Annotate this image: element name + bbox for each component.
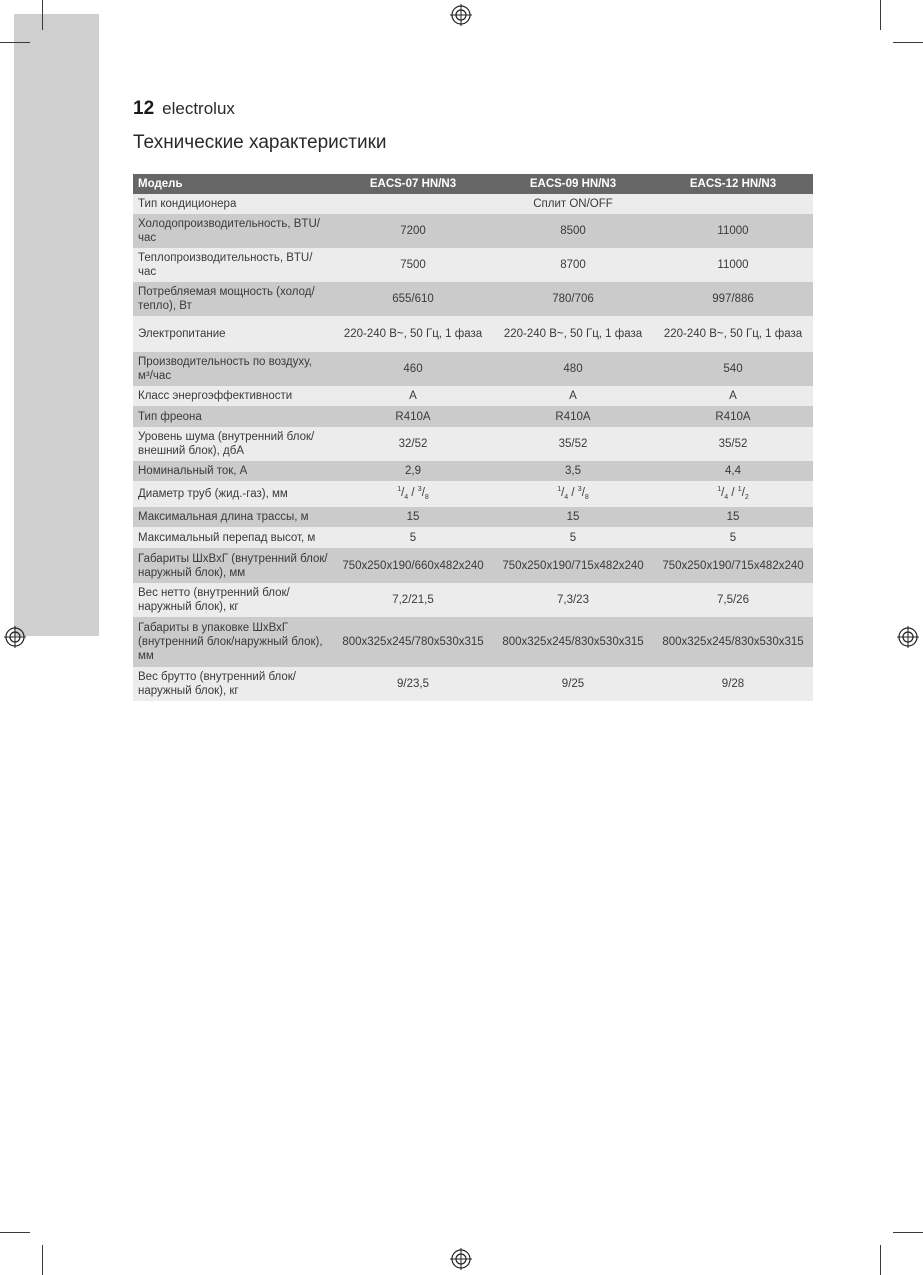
cell-value: 15 bbox=[333, 507, 493, 527]
cell-value: 5 bbox=[653, 527, 813, 548]
header-eacs-07: EACS-07 HN/N3 bbox=[333, 174, 493, 194]
cell-value: 750x250x190/715x482x240 bbox=[653, 548, 813, 583]
cell-value: 220-240 В~, 50 Гц, 1 фаза bbox=[493, 316, 653, 352]
row-label: Вес нетто (внутренний блок/наружный блок), кг bbox=[133, 583, 333, 617]
cell-value: 9/23,5 bbox=[333, 667, 493, 701]
cell-value: R410A bbox=[653, 406, 813, 427]
table-row bbox=[133, 583, 813, 617]
row-label: Потребляемая мощность (холод/тепло), Вт bbox=[133, 282, 333, 316]
cell-value: 997/886 bbox=[653, 282, 813, 316]
table-row bbox=[133, 527, 813, 548]
page-title: Технические характеристики bbox=[133, 132, 387, 153]
header-eacs-12: EACS-12 HN/N3 bbox=[653, 174, 813, 194]
row-label: Максимальный перепад высот, м bbox=[133, 527, 333, 548]
table-row bbox=[133, 352, 813, 386]
crop-mark bbox=[42, 0, 43, 30]
table-row bbox=[133, 282, 813, 316]
cell-value: 220-240 В~, 50 Гц, 1 фаза bbox=[653, 316, 813, 352]
cell-value: 750x250x190/715x482x240 bbox=[493, 548, 653, 583]
row-label: Диаметр труб (жид.-газ), мм bbox=[133, 481, 333, 507]
cell-value: 35/52 bbox=[653, 427, 813, 461]
page-number: 12 bbox=[133, 98, 155, 119]
registration-mark-icon bbox=[450, 1248, 472, 1270]
cell-value: 8500 bbox=[493, 214, 653, 248]
crop-mark bbox=[893, 1232, 923, 1233]
cell-value: 800x325x245/830x530x315 bbox=[493, 617, 653, 667]
page-header bbox=[133, 98, 235, 120]
side-strip bbox=[14, 14, 99, 636]
cell-value: 7,2/21,5 bbox=[333, 583, 493, 617]
row-label: Вес брутто (внутренний блок/наружный блок), кг bbox=[133, 667, 333, 701]
cell-value: 540 bbox=[653, 352, 813, 386]
cell-value: 5 bbox=[333, 527, 493, 548]
registration-mark-icon bbox=[897, 626, 919, 648]
cell-value: 780/706 bbox=[493, 282, 653, 316]
table-row bbox=[133, 481, 813, 507]
table-row bbox=[133, 248, 813, 282]
table-row bbox=[133, 214, 813, 248]
row-label: Холодопроизводительность, BTU/час bbox=[133, 214, 333, 248]
cell-value: 800x325x245/780x530x315 bbox=[333, 617, 493, 667]
cell-value: 35/52 bbox=[493, 427, 653, 461]
cell-value: 4,4 bbox=[653, 461, 813, 481]
cell-fraction: $^1/_4 / ^3/_8$ bbox=[333, 481, 493, 507]
cell-fraction: $^1/_4 / ^1/_2$ bbox=[653, 481, 813, 507]
spec-table bbox=[133, 174, 813, 701]
row-label: Габариты ШхВхГ (внутренний блок/наружный блок), мм bbox=[133, 548, 333, 583]
row-label: Уровень шума (внутренний блок/внешний блок), дбА bbox=[133, 427, 333, 461]
row-label: Теплопроизводительность, BTU/час bbox=[133, 248, 333, 282]
cell-value: 8700 bbox=[493, 248, 653, 282]
row-label: Производительность по воздуху, м³/час bbox=[133, 352, 333, 386]
cell-value: 15 bbox=[493, 507, 653, 527]
table-row bbox=[133, 667, 813, 701]
cell-value: 11000 bbox=[653, 248, 813, 282]
row-label: Тип фреона bbox=[133, 406, 333, 427]
cell-value: 3,5 bbox=[493, 461, 653, 481]
cell-value: 11000 bbox=[653, 214, 813, 248]
row-label: Максимальная длина трассы, м bbox=[133, 507, 333, 527]
row-label: Габариты в упаковке ШхВхГ (внутренний блок/наружный блок), мм bbox=[133, 617, 333, 667]
cell-value: R410A bbox=[333, 406, 493, 427]
cell-value: 655/610 bbox=[333, 282, 493, 316]
table-row bbox=[133, 194, 813, 214]
cell-value: 7500 bbox=[333, 248, 493, 282]
table-row bbox=[133, 316, 813, 352]
cell-value: A bbox=[493, 386, 653, 406]
registration-mark-icon bbox=[450, 4, 472, 26]
header-eacs-09: EACS-09 HN/N3 bbox=[493, 174, 653, 194]
registration-mark-icon bbox=[4, 626, 26, 648]
cell-value: 750x250x190/660x482x240 bbox=[333, 548, 493, 583]
cell-value: 9/25 bbox=[493, 667, 653, 701]
table-row bbox=[133, 617, 813, 667]
crop-mark bbox=[0, 42, 30, 43]
table-row bbox=[133, 427, 813, 461]
cell-value: A bbox=[333, 386, 493, 406]
table-row bbox=[133, 461, 813, 481]
table-row bbox=[133, 386, 813, 406]
cell-value: 2,9 bbox=[333, 461, 493, 481]
cell-value: 5 bbox=[493, 527, 653, 548]
cell-fraction: $^1/_4 / ^3/_8$ bbox=[493, 481, 653, 507]
crop-mark bbox=[42, 1245, 43, 1275]
table-header-row bbox=[133, 174, 813, 194]
cell-value: 7,3/23 bbox=[493, 583, 653, 617]
cell-value: 800x325x245/830x530x315 bbox=[653, 617, 813, 667]
cell-value: 15 bbox=[653, 507, 813, 527]
cell-value: 7,5/26 bbox=[653, 583, 813, 617]
table-row bbox=[133, 548, 813, 583]
cell-value: 9/28 bbox=[653, 667, 813, 701]
table-row bbox=[133, 406, 813, 427]
crop-mark bbox=[893, 42, 923, 43]
crop-mark bbox=[880, 1245, 881, 1275]
header-model: Модель bbox=[133, 174, 333, 194]
cell-value: 460 bbox=[333, 352, 493, 386]
cell-value: 32/52 bbox=[333, 427, 493, 461]
cell-value: R410A bbox=[493, 406, 653, 427]
cell-value: A bbox=[653, 386, 813, 406]
cell-value: 7200 bbox=[333, 214, 493, 248]
crop-mark bbox=[0, 1232, 30, 1233]
table-row bbox=[133, 507, 813, 527]
row-label: Электропитание bbox=[133, 316, 333, 352]
row-label: Тип кондиционера bbox=[133, 194, 333, 214]
cell-value: 480 bbox=[493, 352, 653, 386]
brand-name: electrolux bbox=[162, 99, 235, 118]
row-label: Класс энергоэффективности bbox=[133, 386, 333, 406]
cell-value: 220-240 В~, 50 Гц, 1 фаза bbox=[333, 316, 493, 352]
crop-mark bbox=[880, 0, 881, 30]
row-value-merged: Сплит ON/OFF bbox=[333, 194, 813, 214]
row-label: Номинальный ток, А bbox=[133, 461, 333, 481]
